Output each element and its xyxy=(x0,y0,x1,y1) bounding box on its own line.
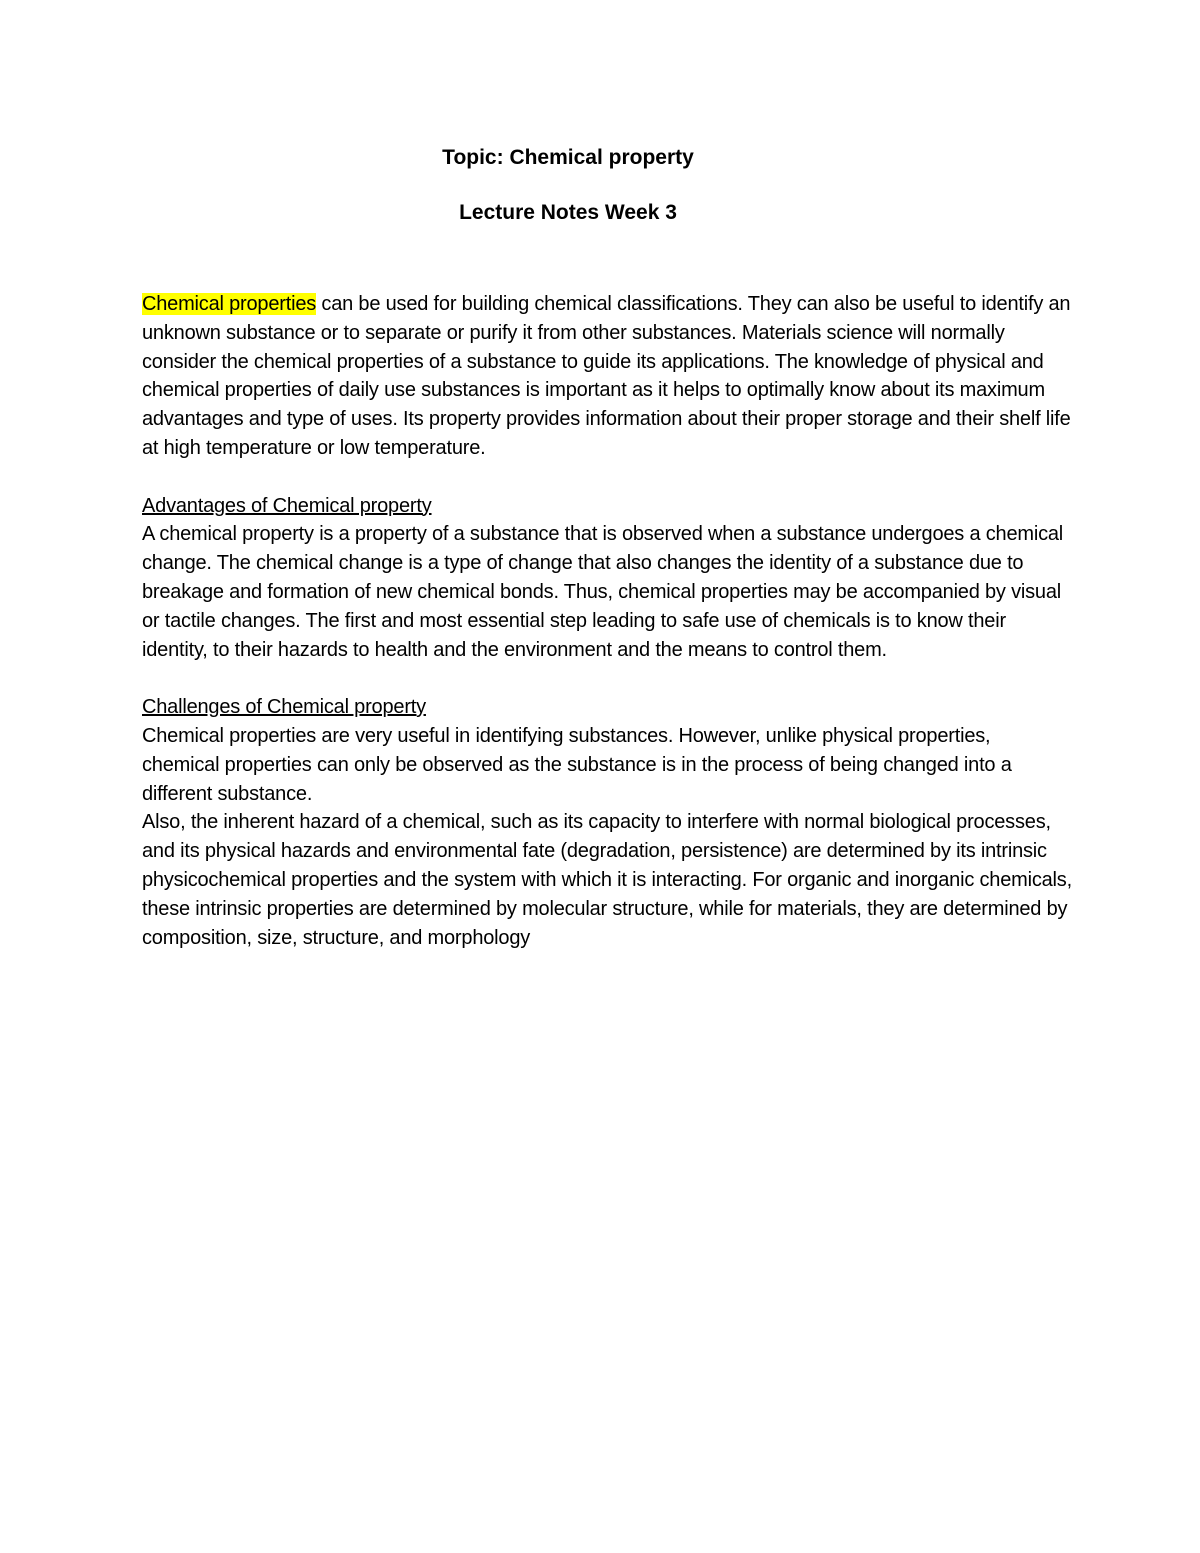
challenges-paragraph-1: Chemical properties are very useful in identifying substances. However, unlike physical properties, chemical properties can only be observed as the substance is in the process of being changed into a different substance. xyxy=(142,724,1012,805)
paragraph-spacer xyxy=(142,463,1072,492)
page-subtitle: Lecture Notes Week 3 xyxy=(459,201,677,224)
document-body xyxy=(142,290,1072,952)
intro-paragraph xyxy=(142,290,1072,463)
challenges-heading: Challenges of Chemical property xyxy=(142,696,426,719)
challenges-paragraph-2: Also, the inherent hazard of a chemical, such as its capacity to interfere with normal biological processes, and its physical hazards and environmental fate (degradation, persistence) are determined by its intrinsic physicochemical properties and the system with which it is interacting. For organic and inorganic chemicals, these intrinsic properties are determined by molecular structure, while for materials, they are determined by composition, size, structure, and morphology xyxy=(142,811,1072,949)
paragraph-spacer xyxy=(142,664,1072,693)
highlighted-term: Chemical properties xyxy=(142,293,317,315)
advantages-paragraph: A chemical property is a property of a substance that is observed when a substance undergoes a chemical change. The chemical change is a type of change that also changes the identity of a substance due to breakage and formation of new chemical bonds. Thus, chemical properties may be accompanied by visual or tactile changes. The first and most essential step leading to safe use of chemicals is to know their identity, to their hazards to health and the environment and the means to control them. xyxy=(142,523,1064,661)
intro-text: can be used for building chemical classifications. They can also be useful to identify an unknown substance or to separate or purify it from other substances. Materials science will normally consider the chemical properties of a substance to guide its applications. The knowledge of physical and chemical properties of daily use substances is important as it helps to optimally know about its maximum advantages and type of uses. Its property provides information about their proper storage and their shelf life at high temperature or low temperature. xyxy=(142,293,1071,459)
advantages-heading: Advantages of Chemical property xyxy=(142,494,432,517)
page-title: Topic: Chemical property xyxy=(442,146,694,169)
